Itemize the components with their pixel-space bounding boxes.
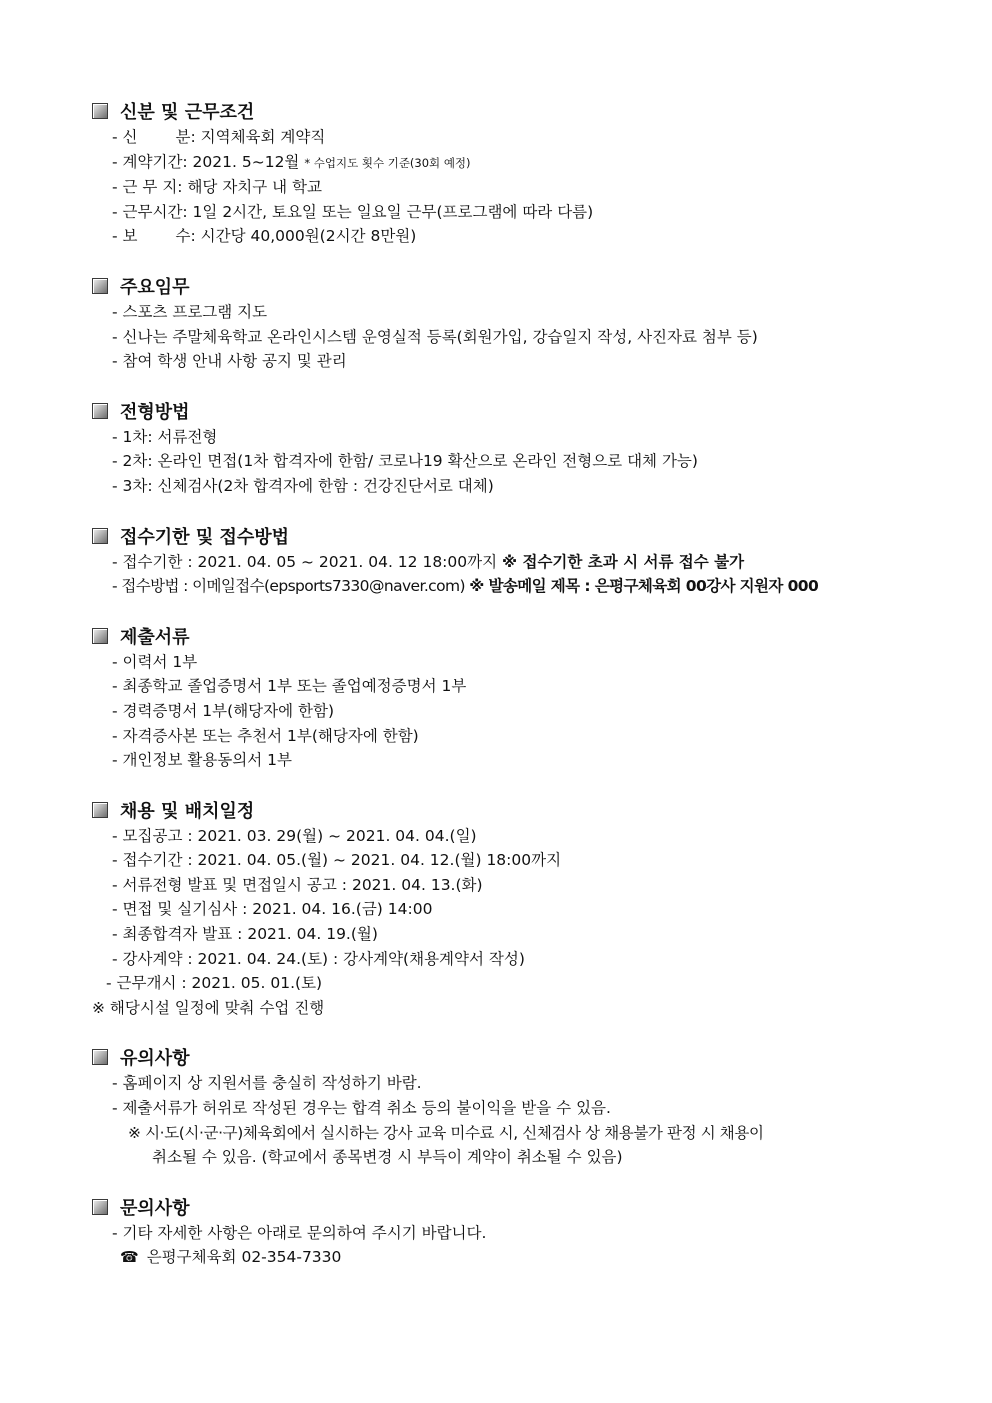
section-title: 전형방법 — [120, 401, 190, 423]
section-title: 신분 및 근무조건 — [120, 102, 255, 123]
list-item: - 제출서류가 허위로 작성된 경우는 합격 취소 등의 불이익을 받을 수 있음. — [112, 1099, 611, 1118]
section-heading — [92, 98, 912, 124]
phone-icon: ☎ — [120, 1248, 139, 1267]
list-item: - 3차: 신체검사(2차 합격자에 한함 : 건강진단서로 대체) — [112, 476, 494, 495]
list-item: - 이력서 1부 — [112, 652, 198, 671]
caution-note: ※ 시·도(시·군·구)체육회에서 실시하는 강사 교육 미수료 시, 신체검사 상 채용불가 판정 시 채용이 — [128, 1123, 764, 1142]
section-title: 채용 및 배치일정 — [120, 800, 255, 822]
method-line: - 접수방법 : 이메일접수(epsports7330@naver.com) ※ 발송메일 제목 : 은평구체육회 00강사 지원자 000 — [112, 577, 819, 596]
contact-phone: 은평구체육회 02-354-7330 — [146, 1248, 342, 1267]
section-inquiry — [92, 1194, 912, 1270]
section-application — [92, 523, 912, 599]
section-heading — [92, 797, 912, 823]
square-bullet-icon — [92, 528, 108, 544]
work-hours-line: - 근무시간: 1일 2시간, 토요일 또는 일요일 근무(프로그램에 따라 다름) — [112, 202, 594, 221]
list-item: - 모집공고 : 2021. 03. 29(월) ~ 2021. 04. 04.(일) — [112, 826, 477, 845]
pay-line: - 보 수: 시간당 40,000원(2시간 8만원) — [112, 227, 417, 246]
square-bullet-icon — [92, 1049, 108, 1065]
contract-period-line: - 계약기간: 2021. 5~12월 * 수업지도 횟수 기준(30회 예정) — [112, 152, 471, 171]
section-heading — [92, 523, 912, 549]
list-item: - 면접 및 실기심사 : 2021. 04. 16.(금) 14:00 — [112, 900, 433, 919]
section-selection — [92, 398, 912, 499]
section-title: 주요임무 — [120, 276, 190, 298]
deadline-line: - 접수기한 : 2021. 04. 05 ~ 2021. 04. 12 18:00까지 ※ 접수기한 초과 시 서류 접수 불가 — [112, 552, 745, 571]
section-heading — [92, 273, 912, 299]
list-item: - 자격증사본 또는 추천서 1부(해당자에 한함) — [112, 726, 419, 745]
list-item: - 최종학교 졸업증명서 1부 또는 졸업예정증명서 1부 — [112, 677, 467, 696]
section-title: 유의사항 — [120, 1048, 190, 1070]
list-item: - 서류전형 발표 및 면접일시 공고 : 2021. 04. 13.(화) — [112, 875, 483, 894]
list-item: - 개인정보 활용동의서 1부 — [112, 751, 292, 770]
section-title: 접수기한 및 접수방법 — [120, 526, 290, 548]
status-line: - 신 분: 지역체육회 계약직 — [112, 128, 326, 146]
square-bullet-icon — [92, 403, 108, 419]
list-item: - 스포츠 프로그램 지도 — [112, 302, 268, 321]
list-item: - 기타 자세한 사항은 아래로 문의하여 주시기 바랍니다. — [112, 1223, 487, 1242]
section-heading — [92, 1044, 912, 1070]
schedule-note: ※ 해당시설 일정에 맞춰 수업 진행 — [92, 998, 325, 1017]
section-schedule — [92, 797, 912, 1021]
list-item: - 강사계약 : 2021. 04. 24.(토) : 강사계약(채용계약서 작성) — [112, 949, 525, 968]
square-bullet-icon — [92, 1199, 108, 1215]
list-item: - 접수기간 : 2021. 04. 05.(월) ~ 2021. 04. 12.(월) 18:00까지 — [112, 851, 562, 870]
square-bullet-icon — [92, 802, 108, 818]
section-heading — [92, 623, 912, 649]
section-heading — [92, 398, 912, 424]
section-caution — [92, 1044, 912, 1169]
list-item: - 1차: 서류전형 — [112, 427, 218, 446]
document-page — [92, 98, 912, 1294]
list-item: - 참여 학생 안내 사항 공지 및 관리 — [112, 352, 347, 371]
section-status — [92, 98, 912, 249]
list-item: - 신나는 주말체육학교 온라인시스템 운영실적 등록(회원가입, 강습일지 작성, 사진자료 첨부 등) — [112, 327, 758, 346]
caution-note-continued: 취소될 수 있음. (학교에서 종목변경 시 부득이 계약이 취소될 수 있음) — [152, 1148, 623, 1167]
square-bullet-icon — [92, 278, 108, 294]
list-item: - 최종합격자 발표 : 2021. 04. 19.(월) — [112, 925, 378, 944]
section-title: 제출서류 — [120, 626, 190, 648]
list-item: - 경력증명서 1부(해당자에 한함) — [112, 701, 335, 720]
square-bullet-icon — [92, 103, 108, 119]
list-item: - 근무개시 : 2021. 05. 01.(토) — [106, 974, 323, 993]
section-documents — [92, 623, 912, 773]
workplace-line: - 근 무 지: 해당 자치구 내 학교 — [112, 178, 323, 197]
list-item: - 2차: 온라인 면접(1차 합격자에 한함/ 코로나19 확산으로 온라인 전형으로 대체 가능) — [112, 452, 698, 471]
square-bullet-icon — [92, 628, 108, 644]
section-title: 문의사항 — [120, 1197, 190, 1219]
list-item: - 홈페이지 상 지원서를 충실히 작성하기 바람. — [112, 1074, 422, 1093]
section-duties — [92, 273, 912, 374]
contact-line — [92, 1245, 912, 1270]
section-heading — [92, 1194, 912, 1220]
